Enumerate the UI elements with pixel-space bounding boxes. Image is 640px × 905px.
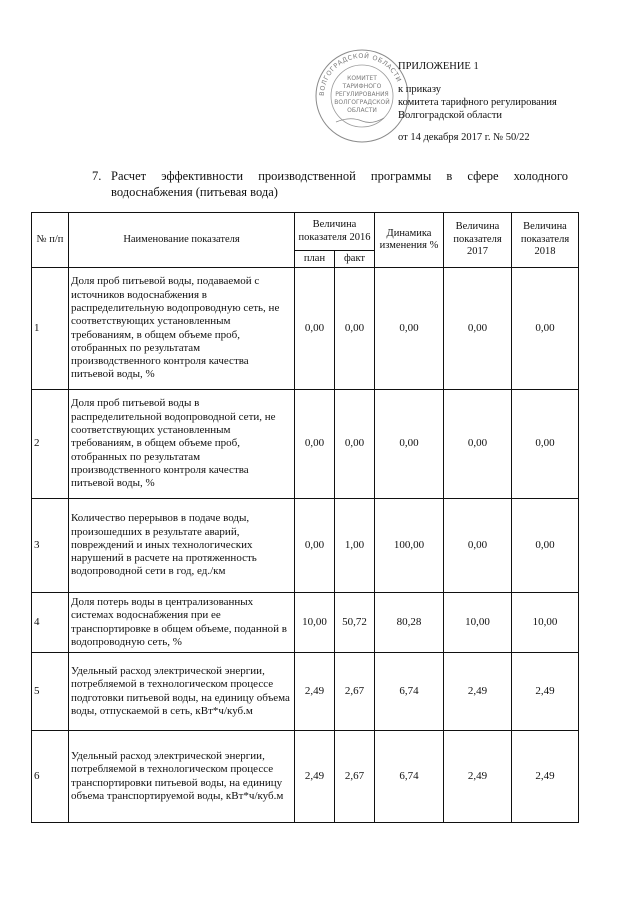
indicator-name: Удельный расход электрической энергии, потребляемой в технологическом процессе транспортировки питьевой воды, на единицу объема транспортируемой воды, кВт*ч/куб.м bbox=[69, 731, 295, 823]
row-number: 2 bbox=[32, 390, 69, 499]
seal-text: РЕГУЛИРОВАНИЯ bbox=[335, 91, 389, 98]
plan-value: 0,00 bbox=[295, 390, 335, 499]
indicator-name: Удельный расход электрической энергии, потребляемой в технологическом процессе подготовки питьевой воды, на единицу объема воды, отпускаемой в сеть, кВт*ч/куб.м bbox=[69, 653, 295, 731]
dynamics-value: 6,74 bbox=[375, 731, 444, 823]
appendix-block bbox=[398, 60, 618, 144]
appendix-line: комитета тарифного регулирования bbox=[398, 97, 557, 108]
value-2018: 0,00 bbox=[512, 390, 579, 499]
fact-value: 2,67 bbox=[335, 653, 375, 731]
value-2017: 2,49 bbox=[444, 731, 512, 823]
header-num: № п/п bbox=[32, 213, 69, 268]
row-number: 1 bbox=[32, 268, 69, 390]
plan-value: 0,00 bbox=[295, 268, 335, 390]
plan-value: 0,00 bbox=[295, 499, 335, 593]
indicator-name: Доля потерь воды в централизованных системах водоснабжения при ее транспортировке в общем объеме, поданной в водопроводную сеть, % bbox=[69, 593, 295, 653]
value-2018: 0,00 bbox=[512, 499, 579, 593]
fact-value: 2,67 bbox=[335, 731, 375, 823]
value-2018: 2,49 bbox=[512, 653, 579, 731]
header-value-2017: Величина показателя 2017 bbox=[444, 213, 512, 268]
seal-ring-text: ВОЛГОГРАДСКОЙ ОБЛАСТИ bbox=[317, 51, 404, 97]
value-2018: 10,00 bbox=[512, 593, 579, 653]
efficiency-table bbox=[31, 212, 579, 823]
plan-value: 2,49 bbox=[295, 653, 335, 731]
header-fact: факт bbox=[335, 251, 375, 268]
value-2017: 0,00 bbox=[444, 499, 512, 593]
table-row bbox=[32, 593, 579, 653]
table-row bbox=[32, 268, 579, 390]
value-2017: 10,00 bbox=[444, 593, 512, 653]
table-row bbox=[32, 499, 579, 593]
indicator-name: Количество перерывов в подаче воды, произошедших в результате аварий, повреждений и иных технологических нарушений в расчете на протяженность водопроводной сети в год, ед./км bbox=[69, 499, 295, 593]
fact-value: 0,00 bbox=[335, 390, 375, 499]
section-number: 7. bbox=[92, 169, 102, 183]
table-row bbox=[32, 731, 579, 823]
value-2017: 0,00 bbox=[444, 390, 512, 499]
row-number: 5 bbox=[32, 653, 69, 731]
section-heading bbox=[92, 168, 568, 200]
row-number: 4 bbox=[32, 593, 69, 653]
header-plan: план bbox=[295, 251, 335, 268]
value-2018: 0,00 bbox=[512, 268, 579, 390]
dynamics-value: 0,00 bbox=[375, 268, 444, 390]
seal-text: ВОЛГОГРАДСКОЙ bbox=[334, 99, 390, 106]
section-title: Расчет эффективности производственной программы в сфере холодного водоснабжения (питьевая вода) bbox=[111, 169, 568, 199]
seal-text: КОМИТЕТ bbox=[347, 75, 377, 82]
fact-value: 1,00 bbox=[335, 499, 375, 593]
fact-value: 0,00 bbox=[335, 268, 375, 390]
header-dynamics: Динамика изменения % bbox=[375, 213, 444, 268]
official-seal bbox=[314, 48, 410, 144]
header-value-2018: Величина показателя 2018 bbox=[512, 213, 579, 268]
appendix-line: к приказу bbox=[398, 84, 441, 95]
table-row bbox=[32, 653, 579, 731]
appendix-date: от 14 декабря 2017 г. № 50/22 bbox=[398, 132, 530, 143]
header-value-2016: Величина показателя 2016 bbox=[295, 213, 375, 251]
row-number: 3 bbox=[32, 499, 69, 593]
plan-value: 2,49 bbox=[295, 731, 335, 823]
appendix-title: ПРИЛОЖЕНИЕ 1 bbox=[398, 61, 479, 72]
plan-value: 10,00 bbox=[295, 593, 335, 653]
value-2017: 0,00 bbox=[444, 268, 512, 390]
dynamics-value: 6,74 bbox=[375, 653, 444, 731]
seal-text: ОБЛАСТИ bbox=[347, 107, 377, 114]
fact-value: 50,72 bbox=[335, 593, 375, 653]
indicator-name: Доля проб питьевой воды, подаваемой с источников водоснабжения в распределительную водопроводную сеть, не соответствующих установленным требованиям, в общем объеме проб, отобранных по результатам производственного контроля качества питьевой воды, % bbox=[69, 268, 295, 390]
indicator-name: Доля проб питьевой воды в распределительной водопроводной сети, не соответствующих установленным требованиям, в общем объеме проб, отобранных по результатам производственного контроля качества питьевой воды, % bbox=[69, 390, 295, 499]
value-2018: 2,49 bbox=[512, 731, 579, 823]
dynamics-value: 80,28 bbox=[375, 593, 444, 653]
appendix-line: Волгоградской области bbox=[398, 110, 503, 121]
header-name: Наименование показателя bbox=[69, 213, 295, 268]
dynamics-value: 0,00 bbox=[375, 390, 444, 499]
value-2017: 2,49 bbox=[444, 653, 512, 731]
seal-text: ТАРИФНОГО bbox=[342, 83, 382, 90]
dynamics-value: 100,00 bbox=[375, 499, 444, 593]
row-number: 6 bbox=[32, 731, 69, 823]
table-row bbox=[32, 390, 579, 499]
